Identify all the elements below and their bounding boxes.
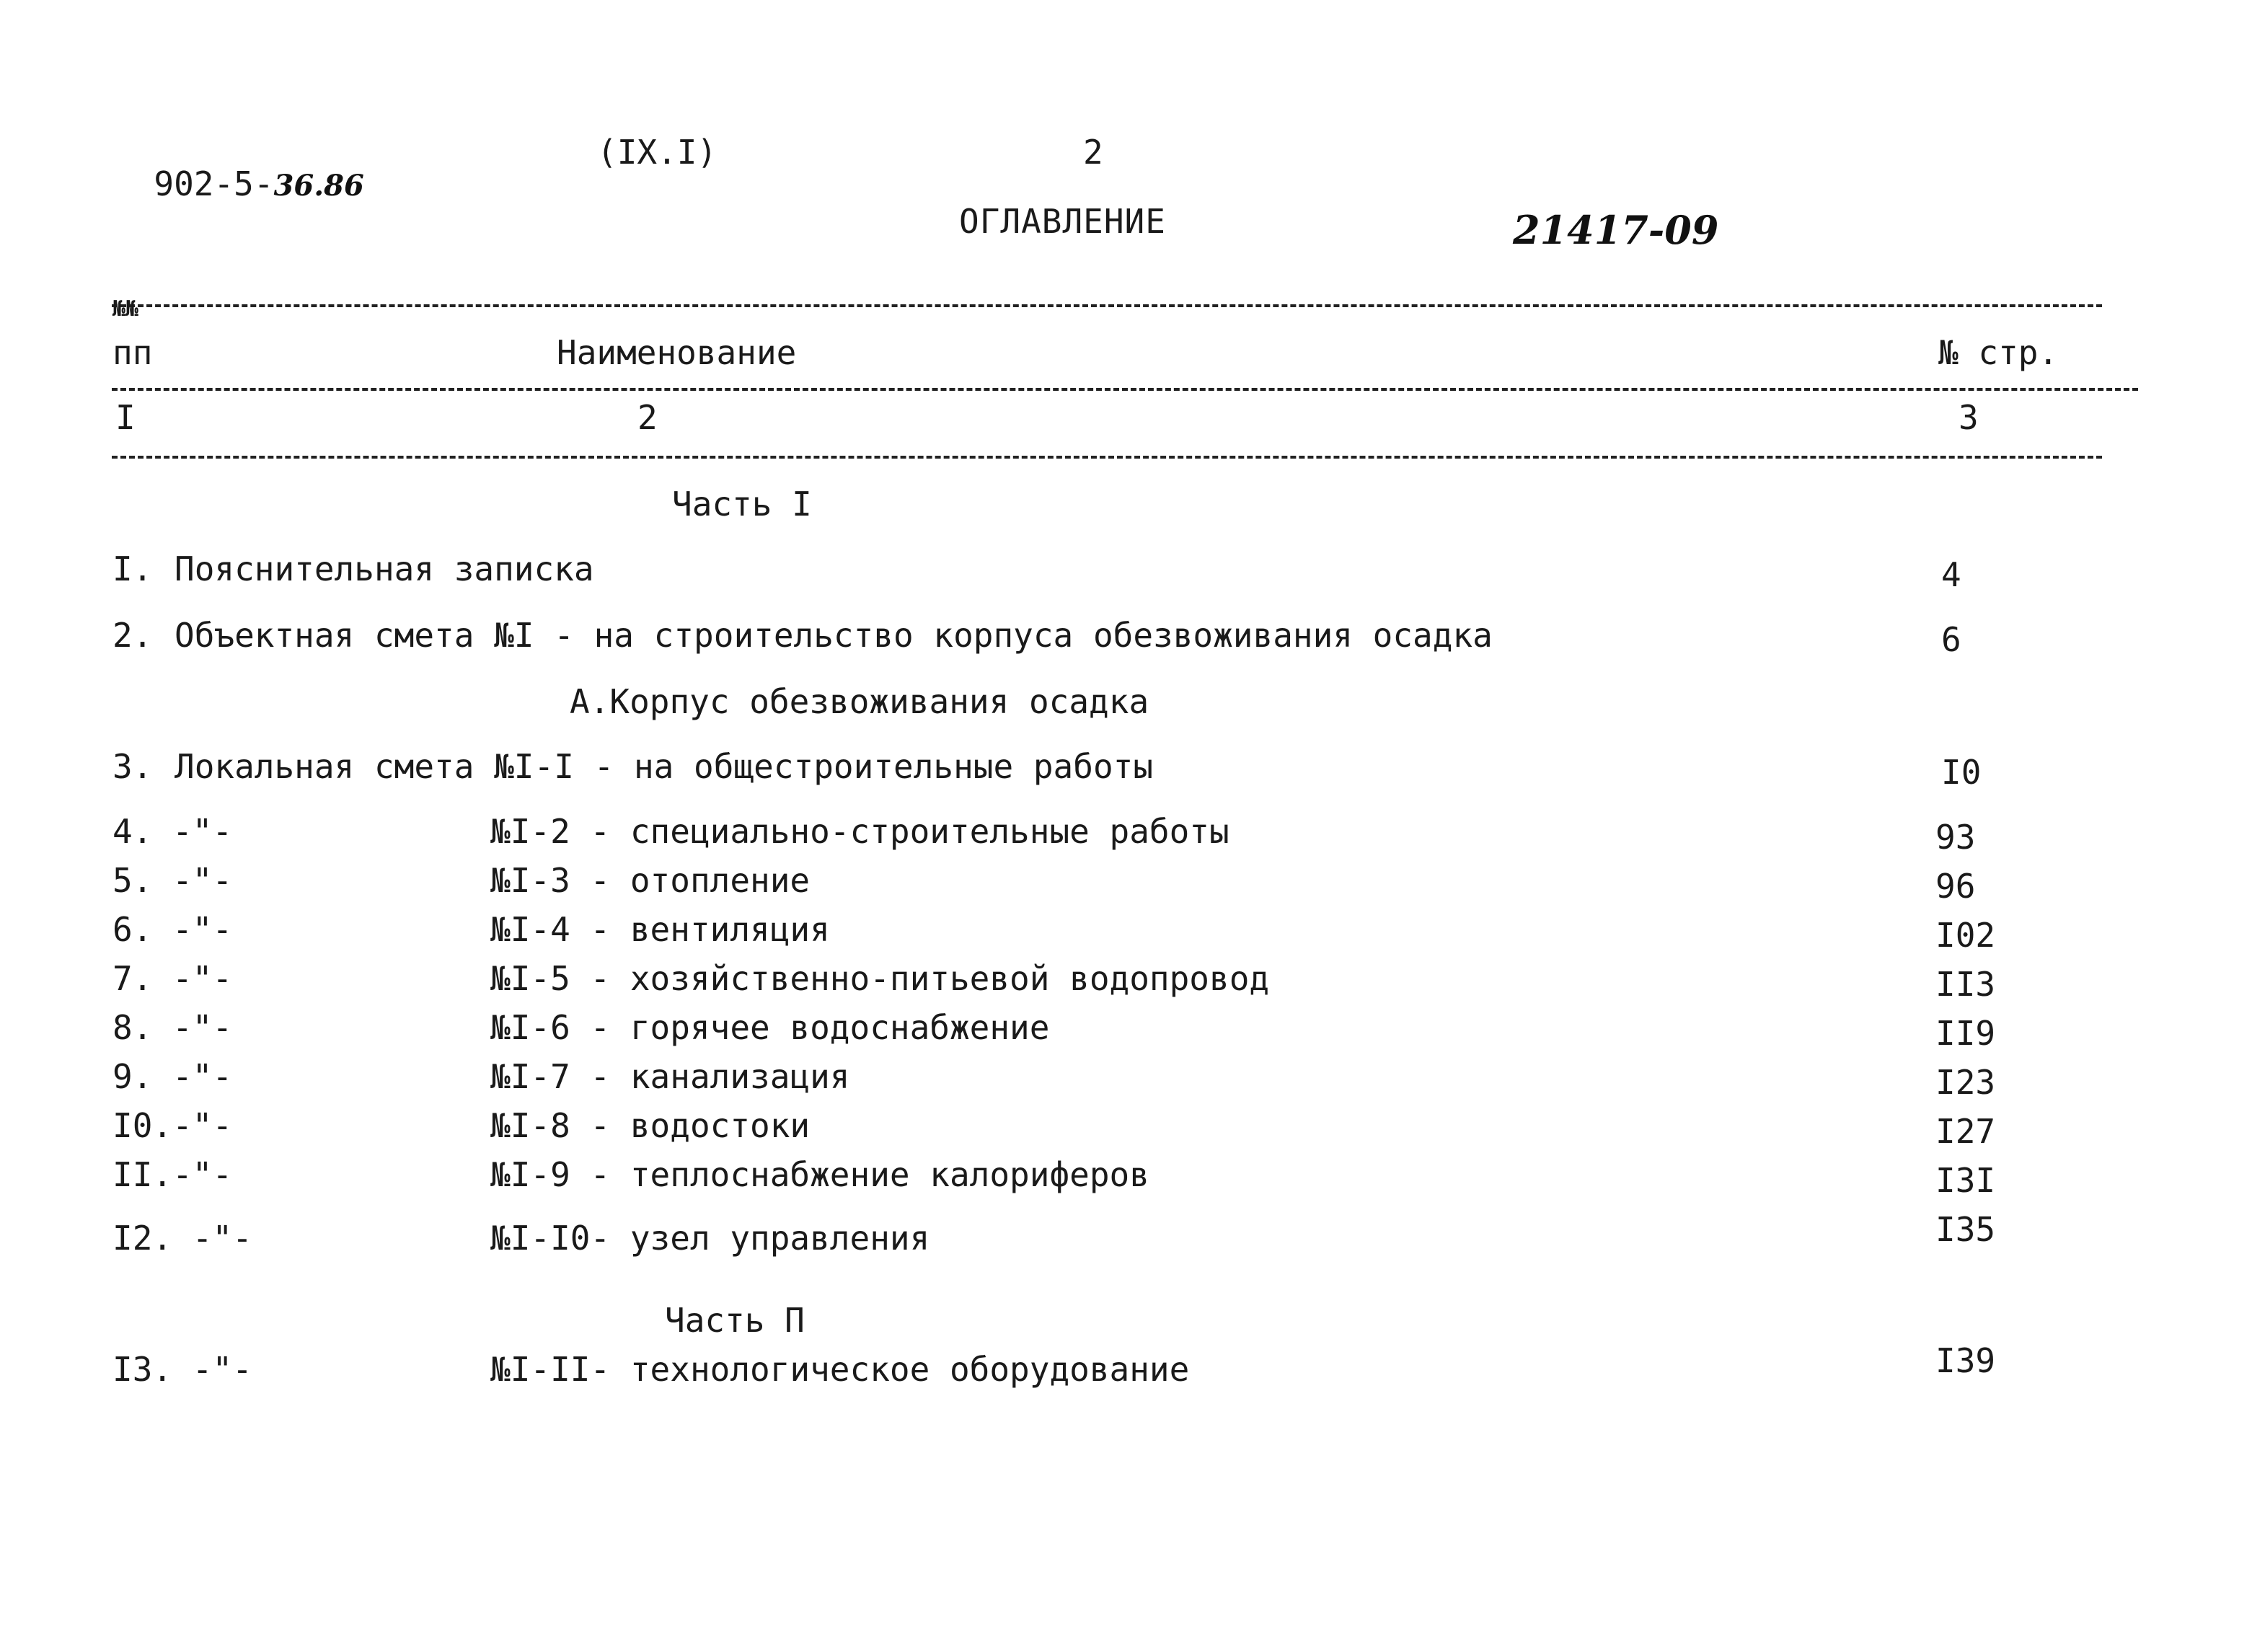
toc-entry-number: 7. -"- bbox=[112, 959, 233, 998]
header-rule-middle bbox=[112, 388, 2138, 391]
page-title: ОГЛАВЛЕНИЕ bbox=[959, 202, 1166, 241]
document-code-handwritten: 36.86 bbox=[273, 169, 364, 203]
toc-entry-number: 4. -"- bbox=[112, 812, 233, 851]
toc-entry-title: №I-2 - специально-строительные работы bbox=[490, 812, 1229, 851]
toc-entry-page: 6 bbox=[1941, 620, 1961, 659]
toc-entry-title: Пояснительная записка bbox=[175, 549, 594, 588]
toc-entry-page: II3 bbox=[1935, 965, 1996, 1004]
toc-entry-number: 2. bbox=[112, 616, 153, 655]
toc-entry-page: I27 bbox=[1935, 1112, 1996, 1151]
toc-entry-page: 96 bbox=[1935, 867, 1976, 906]
inventory-number: 21417-09 bbox=[1513, 207, 1719, 253]
toc-entry-page: I35 bbox=[1935, 1210, 1996, 1249]
document-code-printed: 902-5- bbox=[154, 164, 274, 203]
toc-entry-number: 5. -"- bbox=[112, 861, 233, 900]
toc-entry-number: I3. -"- bbox=[112, 1350, 252, 1389]
column-number-label-top: №№ bbox=[112, 296, 139, 322]
toc-entry-title: №I-I0- узел управления bbox=[490, 1219, 930, 1258]
toc-entry-title: Объектная смета №I - на строительство корпуса обезвоживания осадка bbox=[175, 616, 1493, 655]
column-name-label: Наименование bbox=[557, 333, 797, 372]
toc-entry-page: I39 bbox=[1935, 1341, 1996, 1380]
toc-entry-title: №I-II- технологическое оборудование bbox=[490, 1350, 1190, 1389]
part-heading: Часть I bbox=[672, 485, 812, 524]
toc-entry-title: №I-9 - теплоснабжение калориферов bbox=[490, 1155, 1149, 1194]
toc-entry-title: №I-7 - канализация bbox=[490, 1057, 850, 1096]
toc-entry-number: 6. -"- bbox=[112, 910, 233, 949]
toc-entry-number: I0.-"- bbox=[112, 1106, 233, 1145]
column-number-label: пп bbox=[112, 333, 153, 372]
toc-entry-title: №I-6 - горячее водоснабжение bbox=[490, 1008, 1050, 1047]
toc-entry-page: 93 bbox=[1935, 818, 1976, 857]
column-index-3: 3 bbox=[1959, 398, 1979, 437]
toc-entry-number: 8. -"- bbox=[112, 1008, 233, 1047]
part-heading: Часть П bbox=[665, 1301, 805, 1340]
toc-entry-number: 9. -"- bbox=[112, 1057, 233, 1096]
toc-entry-number: II.-"- bbox=[112, 1155, 233, 1194]
subsection-heading: А.Корпус обезвоживания осадка bbox=[570, 682, 1149, 721]
toc-entry-title: №I-3 - отопление bbox=[490, 861, 811, 900]
toc-entry-title: №I-5 - хозяйственно-питьевой водопровод bbox=[490, 959, 1270, 998]
toc-entry-page: I02 bbox=[1935, 916, 1996, 955]
toc-entry-title: №I-4 - вентиляция bbox=[490, 910, 830, 949]
toc-entry-number: 3. bbox=[112, 747, 153, 786]
column-index-2: 2 bbox=[637, 398, 658, 437]
toc-entry-title: Локальная смета №I-I - на общестроительные работы bbox=[175, 747, 1154, 786]
column-index-1: I bbox=[115, 398, 136, 437]
toc-entry-page: I23 bbox=[1935, 1063, 1996, 1102]
toc-entry-title: №I-8 - водостоки bbox=[490, 1106, 811, 1145]
page-number: 2 bbox=[1083, 133, 1103, 172]
toc-entry-page: I0 bbox=[1941, 753, 1982, 792]
toc-entry-page: II9 bbox=[1935, 1014, 1996, 1053]
toc-entry-page: I3I bbox=[1935, 1161, 1996, 1200]
header-rule-bottom bbox=[112, 456, 2102, 459]
column-page-label: № стр. bbox=[1938, 333, 2059, 372]
section-code: (IX.I) bbox=[597, 133, 717, 172]
toc-entry-page: 4 bbox=[1941, 555, 1961, 594]
toc-entry-number: I. bbox=[112, 549, 153, 588]
header-rule-top bbox=[112, 304, 2102, 307]
document-code bbox=[114, 134, 364, 203]
toc-entry-number: I2. -"- bbox=[112, 1219, 252, 1258]
